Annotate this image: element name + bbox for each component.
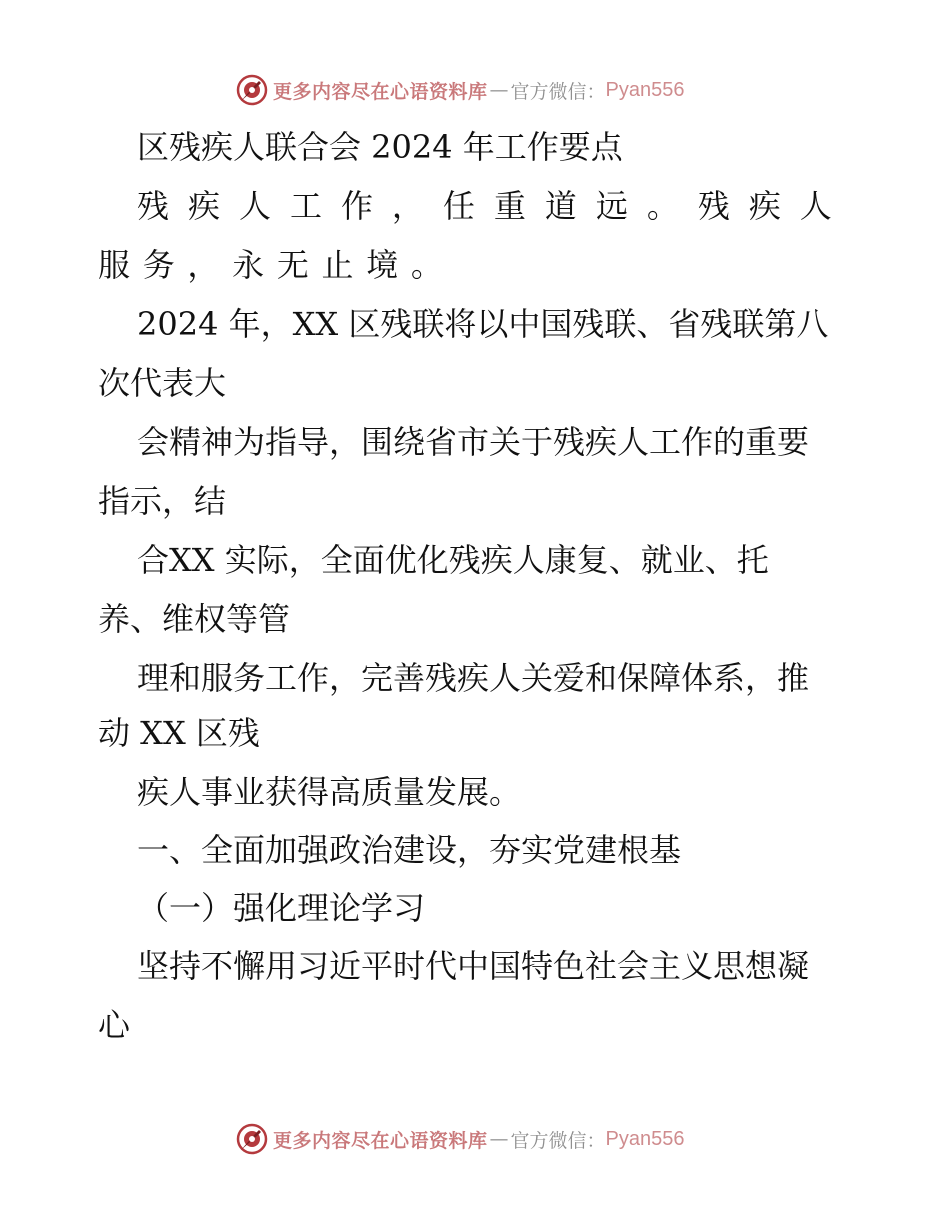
slogan-char: 远	[595, 187, 628, 225]
slogan-char: 作	[340, 187, 373, 225]
brand-logo-icon	[235, 1122, 269, 1156]
slogan-char: 道	[544, 187, 577, 225]
slogan-char: 境	[366, 246, 399, 284]
slogan-char: 重	[493, 187, 526, 225]
slogan-line-2	[98, 245, 443, 285]
paragraph-line: 疾人事业获得高质量发展。	[137, 773, 522, 811]
paragraph-line: 养、维权等管	[98, 600, 291, 638]
watermark-dash: —	[489, 1128, 509, 1150]
paragraph-line: 2024 年，XX 区残联将以中国残联、省残联第八	[137, 305, 829, 343]
paragraph-line: 指示，结	[98, 482, 227, 520]
paragraph-line: 次代表大	[98, 364, 227, 402]
slogan-char: 残	[697, 187, 730, 225]
slogan-char: ，	[187, 246, 220, 284]
paragraph-line: 理和服务工作，完善残疾人关爱和保障体系，推	[137, 659, 810, 697]
watermark-main-text: 更多内容尽在心语资料库	[273, 80, 488, 103]
slogan-char: 疾	[187, 187, 220, 225]
slogan-char: 无	[276, 246, 309, 284]
watermark-dash: —	[489, 79, 509, 101]
watermark-banner-top	[235, 72, 715, 108]
paragraph-line: 动 XX 区残	[98, 714, 260, 752]
slogan-char: 止	[321, 246, 354, 284]
slogan-line-1	[137, 186, 832, 226]
paragraph-line: 会精神为指导，围绕省市关于残疾人工作的重要	[137, 423, 810, 461]
watermark-sub-text: 官方微信：	[510, 1129, 606, 1152]
brand-logo-icon	[235, 73, 269, 107]
slogan-char: 残	[137, 187, 170, 225]
slogan-char: 人	[799, 187, 832, 225]
slogan-char: 疾	[748, 187, 781, 225]
slogan-char: 任	[442, 187, 475, 225]
paragraph-line: 合XX 实际，全面优化残疾人康复、就业、托	[137, 541, 769, 579]
slogan-char: 。	[646, 187, 679, 225]
watermark-wechat-id: Pyan556	[605, 1127, 685, 1150]
slogan-char: 人	[238, 187, 271, 225]
slogan-char: 务	[142, 246, 175, 284]
subsection-heading: （一）强化理论学习	[137, 889, 426, 927]
paragraph-line: 心	[98, 1006, 131, 1044]
slogan-char: 永	[232, 246, 265, 284]
watermark-sub-text: 官方微信：	[510, 80, 606, 103]
watermark-banner-bottom	[235, 1121, 715, 1157]
slogan-char: 服	[98, 246, 131, 284]
slogan-char: ，	[391, 187, 424, 225]
paragraph-line: 坚持不懈用习近平时代中国特色社会主义思想凝	[137, 947, 810, 985]
slogan-char: 。	[410, 246, 443, 284]
watermark-main-text: 更多内容尽在心语资料库	[273, 1129, 488, 1152]
slogan-char: 工	[289, 187, 322, 225]
watermark-wechat-id: Pyan556	[605, 78, 685, 101]
document-title: 区残疾人联合会 2024 年工作要点	[137, 128, 623, 166]
section-heading: 一、全面加强政治建设，夯实党建根基	[137, 831, 682, 869]
